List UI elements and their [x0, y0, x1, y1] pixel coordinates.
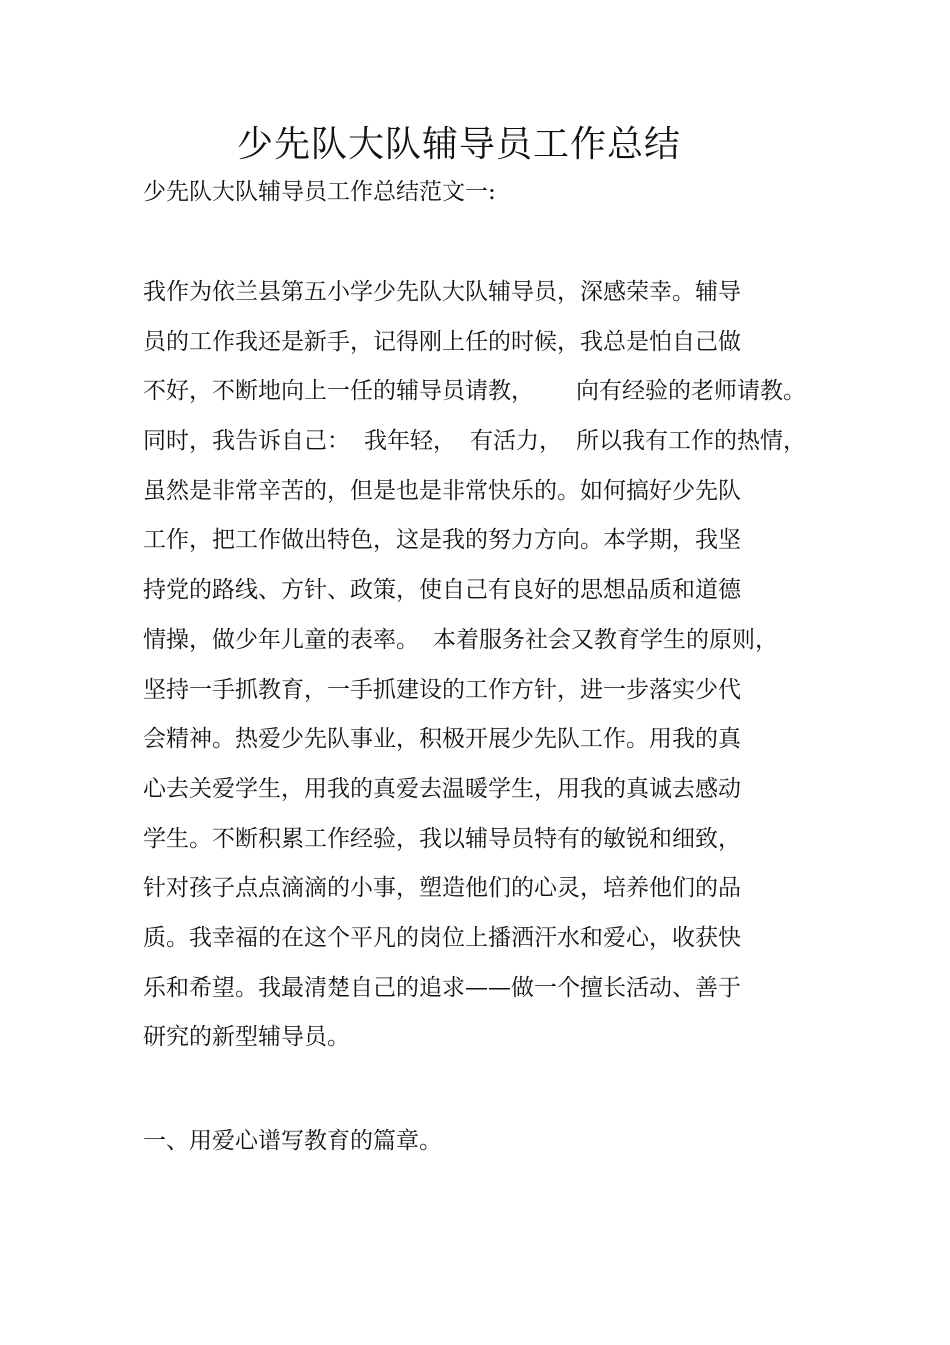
body-line: 学生。不断积累工作经验，我以辅导员特有的敏锐和细致， [143, 825, 741, 852]
body-line: 工作，把工作做出特色，这是我的努力方向。本学期，我坚 [143, 527, 741, 554]
body-line: 乐和希望。我最清楚自己的追求——做一个擅长活动、善于 [143, 974, 741, 1001]
document-title: 少先队大队辅导员工作总结 [236, 124, 681, 165]
body-line: 研究的新型辅导员。 [143, 1024, 350, 1051]
body-line: 虽然是非常辛苦的，但是也是非常快乐的。如何搞好少先队 [143, 477, 741, 504]
body-line: 我作为依兰县第五小学少先队大队辅导员，深感荣幸。辅导 [143, 279, 741, 305]
body-line: 会精神。热爱少先队事业，积极开展少先队工作。用我的真 [143, 726, 741, 753]
body-line: 针对孩子点点滴滴的小事，塑造他们的心灵，培养他们的品 [143, 875, 741, 902]
body-line: 坚持一手抓教育，一手抓建设的工作方针，进一步落实少代 [143, 676, 741, 703]
body-line: 持党的路线、方针、政策，使自己有良好的思想品质和道德 [143, 577, 741, 604]
body-line: 员的工作我还是新手，记得刚上任的时候，我总是怕自己做 [143, 328, 741, 355]
document-subtitle: 少先队大队辅导员工作总结范文一: [143, 179, 496, 205]
body-line: 不好，不断地向上一任的辅导员请教， 向有经验的老师请教。 [143, 378, 806, 405]
body-line: 质。我幸福的在这个平凡的岗位上播洒汗水和爱心，收获快 [143, 924, 741, 951]
body-line: 心去关爱学生，用我的真爱去温暖学生，用我的真诚去感动 [143, 775, 741, 802]
body-line: 情操，做少年儿童的表率。 本着服务社会又教育学生的原则， [143, 626, 778, 653]
body-line: 同时，我告诉自己： 我年轻， 有活力， 所以我有工作的热情， [143, 428, 806, 455]
body-paragraph [143, 273, 806, 1068]
section-heading: 一、用爱心谱写教育的篇章。 [143, 1128, 442, 1154]
